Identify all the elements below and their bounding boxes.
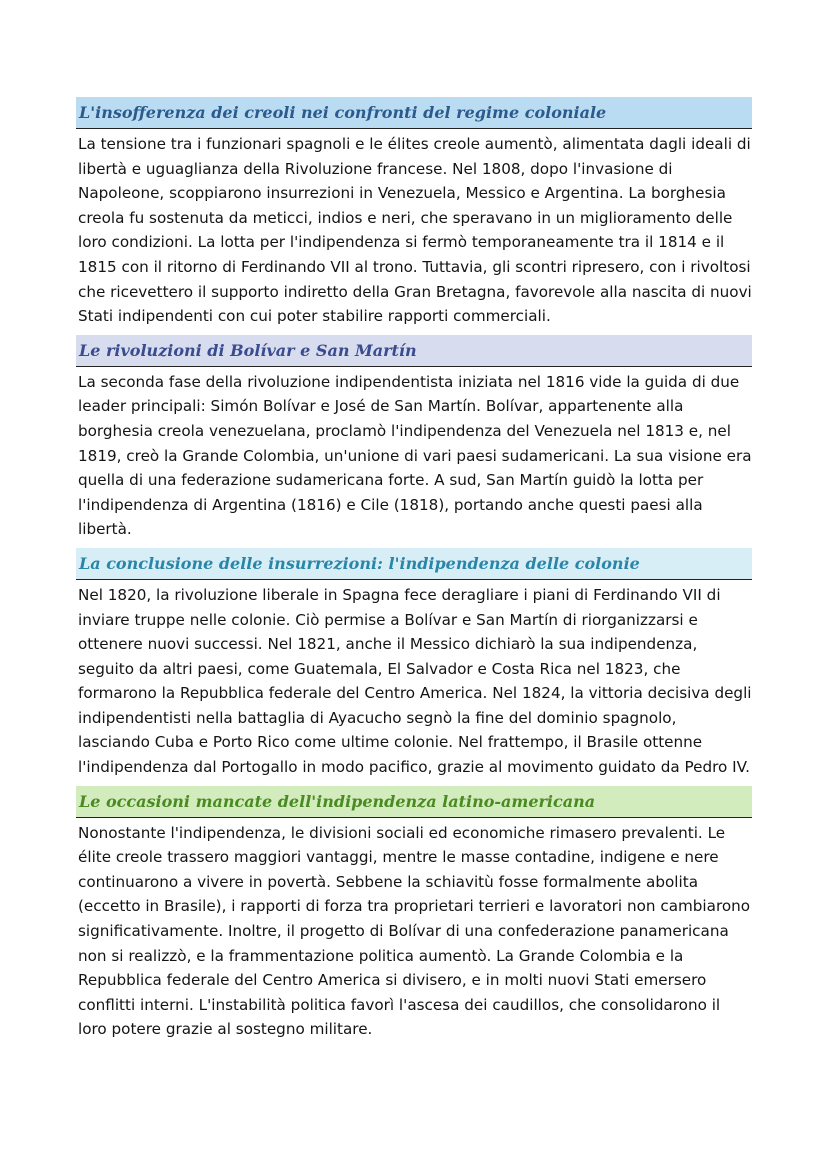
document-page: [76, 97, 752, 1048]
section-text: Nonostante l'indipendenza, le divisioni sociali ed economiche rimasero prevalenti. Le élite creole trassero maggiori vantaggi, mentre le masse contadine, indigene e nere continuarono a vivere in povertà. Sebbene la schiavitù fosse formalmente abolita (eccetto in Brasile), i rapporti di forza tra proprietari terrieri e lavoratori non cambiarono significativamente. Inoltre, il progetto di Bolívar di una confederazione panamericana non si realizzò, e la frammentazione politica aumentò. La Grande Colombia e la Repubblica federale del Centro America si divisero, e in molti nuovi Stati emersero conflitti interni. L'instabilità politica favorì l'ascesa dei caudillos, che consolidarono il loro potere grazie al sostegno militare.: [78, 823, 751, 1039]
section-missed-opportunities: [76, 786, 752, 1048]
section-creole-discontent: [76, 97, 752, 335]
section-title: Le rivoluzioni di Bolívar e San Martín: [76, 335, 752, 367]
section-text: La seconda fase della rivoluzione indipendentista iniziata nel 1816 vide la guida di due leader principali: Simón Bolívar e José de San Martín. Bolívar, appartenente alla borghesia creola venezuelana, proclamò l'indipendenza del Venezuela nel 1813 e, nel 1819, creò la Grande Colombia, un'unione di vari paesi sudamericani. La sua visione era quella di una federazione sudamericana forte. A sud, San Martín guidò la lotta per l'indipendenza di Argentina (1816) e Cile (1818), portando anche questi paesi alla libertà.: [78, 372, 752, 539]
section-title: L'insofferenza dei creoli nei confronti del regime coloniale: [76, 97, 752, 129]
section-title: Le occasioni mancate dell'indipendenza latino-americana: [76, 786, 752, 818]
section-text: La tensione tra i funzionari spagnoli e le élites creole aumentò, alimentata dagli ideali di libertà e uguaglianza della Rivoluzione francese. Nel 1808, dopo l'invasione di Napoleone, scoppiarono insurrezioni in Venezuela, Messico e Argentina. La borghesia creola fu sostenuta da meticci, indios e neri, che speravano in un miglioramento delle loro condizioni. La lotta per l'indipendenza si fermò temporaneamente tra il 1814 e il 1815 con il ritorno di Ferdinando VII al trono. Tuttavia, gli scontri ripresero, con i rivoltosi che ricevettero il supporto indiretto della Gran Bretagna, favorevole alla nascita di nuovi Stati indipendenti con cui poter stabilire rapporti commerciali.: [78, 135, 752, 326]
section-bolivar-san-martin: [76, 335, 752, 548]
section-conclusion-insurrections: [76, 548, 752, 786]
section-title: La conclusione delle insurrezioni: l'indipendenza delle colonie: [76, 548, 752, 580]
section-text: Nel 1820, la rivoluzione liberale in Spagna fece deragliare i piani di Ferdinando VII di inviare truppe nelle colonie. Ciò permise a Bolívar e San Martín di riorganizzarsi e ottenere nuovi successi. Nel 1821, anche il Messico dichiarò la sua indipendenza, seguito da altri paesi, come Guatemala, El Salvador e Costa Rica nel 1823, che formarono la Repubblica federale del Centro America. Nel 1824, la vittoria decisiva degli indipendentisti nella battaglia di Ayacucho segnò la fine del dominio spagnolo, lasciando Cuba e Porto Rico come ultime colonie. Nel frattempo, il Brasile ottenne l'indipendenza dal Portogallo in modo pacifico, grazie al movimento guidato da Pedro IV.: [78, 585, 752, 777]
